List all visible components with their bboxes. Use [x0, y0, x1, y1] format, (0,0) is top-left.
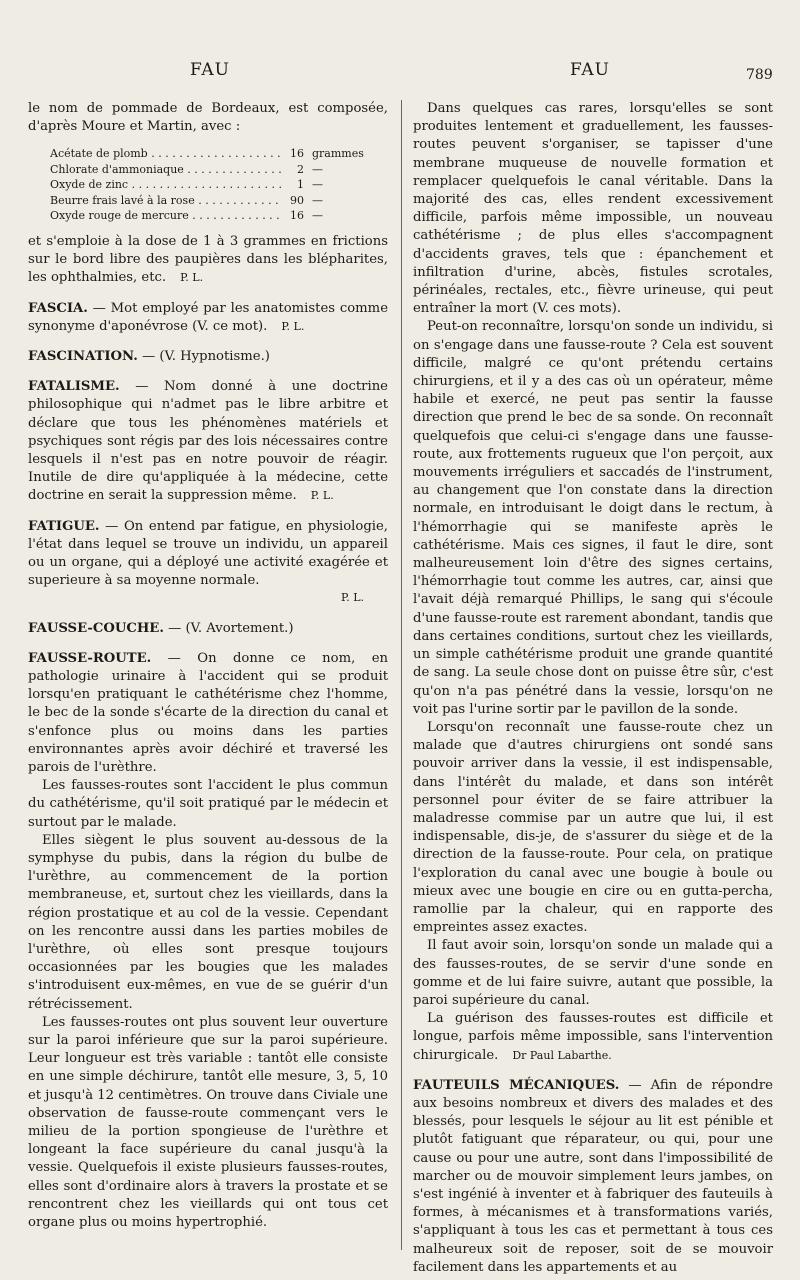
recipe-unit: — — [312, 162, 323, 176]
entry-text: — (V. Hypnotisme.) — [137, 348, 270, 364]
running-head-right: FAU — [570, 60, 610, 80]
paragraph-text: Lorsqu'on reconnaît une fausse-route chez un malade que d'autres chirurgiens ont sondé sans pouvoir arriver dans la vessie, il est indispensable, dans l'intérêt du malade, et dans son intérêt personnel pour éviter de se faire attribuer la maladresse commise par un autre que lui, il est indispensable, dis-je, de s'assurer du siège et de la direction de la fausse-route. Pour cela, on pratique l'exploration du canal avec une bougie à boule ou mieux avec une bougie en cire ou en gutta-percha, ramollie par la chaleur, qui en rapporte des empreintes assez exactes. — [413, 719, 773, 936]
entry-fausse-couche — [28, 620, 388, 638]
recipe-row — [50, 193, 388, 209]
dosage-text: et s'emploie à la dose de 1 à 3 grammes en frictions sur le bord libre des paupières dans les blépharites, les ophthalmies, etc. — [28, 233, 388, 286]
column-divider — [401, 100, 402, 1250]
recipe-row — [50, 177, 388, 193]
entry-text: — Nom donné à une doctrine philosophique qui n'admet pas le libre arbitre et déclare que tous les phénomènes matériels et psychiques sont régis par des lois nécessaires contre lesquels il n'est pas en notre pouvoir de réagir. Inutile de dire qu'appliquée à la médecine, cette doctrine en serait la suppression même. — [28, 379, 388, 504]
recipe-unit: grammes — [312, 147, 364, 161]
entry-text: — On entend par fatigue, en physiologie, l'état dans lequel se trouve un individu, un appareil ou un organe, qui a déployé une activité exagérée et superieure à sa moyenne normale. — [28, 518, 388, 589]
paragraph-text: Il faut avoir soin, lorsqu'on sonde un malade qui a des fausses-routes, de se servir d'une sonde en gomme et de lui faire suivre, autant que possible, la paroi supérieure du canal. — [413, 938, 773, 1008]
entry-headword: FAUSSE-COUCHE. — [28, 620, 164, 636]
entry-text: — Afin de répondre aux besoins nombreux et divers des malades et des blessés, pour lesquels le séjour au lit est pénible et plutôt fatiguant que réparateur, ou qui, pour une cause ou pour une autre, sont dans l'impossibilité de marcher ou de mouvoir simplement leurs jambes, on s'est ingénié à inventer et à fabriquer des fauteuils à formes, à mécanismes et à transformations variés, s'appliquant à tous les cas et permettant à tous ces malheureux soit de reposer, soit de se mouvoir facilement dans les appartements et au — [413, 1077, 773, 1275]
author-signature: Dr Paul Labarthe. — [512, 1048, 612, 1062]
entry-headword: FASCIA. — [28, 300, 88, 316]
recipe-quantity: 90 — [290, 193, 304, 207]
paragraph-text: Les fausses-routes ont plus souvent leur ouverture sur la paroi inférieure que sur la paroi supérieure. Leur longueur est très variable : tantôt elle consiste en une simple déchirure, tantôt elle mesure, 3, 5, 10 et jusqu'à 12 centimètres. On trouve dans Civiale une observation de fausse-route commençant vers le milieu de la portion spongieuse de l'urèthre et longeant la face supérieure du canal jusqu'à la vessie. Quelquefois il existe plusieurs fausses-routes, elles sont d'ordinaire alors à travers la prostate et se rencontrent chez les vieillards qui ont tous cet organe plus ou moins hypertrophié. — [28, 1014, 388, 1231]
entry-headword: FASCINATION. — [28, 348, 138, 364]
closing-text: La guérison des fausses-routes est difficile et longue, parfois même impossible, sans l'intervention chirurgicale. — [413, 1011, 773, 1063]
recipe-quantity: 16 — [290, 209, 304, 223]
paragraph-text — [413, 1010, 773, 1065]
paragraph-text: Dans quelques cas rares, lorsqu'elles se sont produites lentement et graduellement, les fausses-routes peuvent s'organiser, se tapisser d'une membrane muqueuse de nouvelle formation et remplacer quelquefois le canal véritable. Dans la majorité des cas, elles rendent excessivement difficile, parfois même impossible, un nouveau cathétérisme ; de plus elles s'accompagnent d'accidents graves, tels que : épanchement et infiltration d'urine, abcès, fistules scrotales, périnéales, rectales, etc., fièvre urineuse, qui peut entraîner la mort (V. ces mots). — [413, 101, 773, 317]
author-initials: P. L. — [180, 271, 204, 285]
paragraph-text: Elles siègent le plus souvent au-dessous de la symphyse du pubis, dans la région du bulbe de l'urèthre, au commencement de la portion membraneuse, et, surtout chez les vieillards, dans la région prostatique et au col de la vessie. Cependant on les rencontre aussi dans les parties mobiles de l'urèthre, où elles sont presque toujours occasionnées par les bougies que les malades s'introduisent eux-mêmes, en vue de se guérir d'un rétrécissement. — [28, 832, 388, 1012]
recipe-row — [50, 208, 388, 224]
entry-fauteuils — [413, 1077, 773, 1277]
entry-fascination — [28, 348, 388, 366]
entry-fatalisme — [28, 378, 388, 505]
entry-text: — (V. Avortement.) — [163, 620, 294, 636]
recipe-row — [50, 162, 388, 178]
recipe-unit: — — [312, 178, 323, 192]
running-head-left: FAU — [190, 60, 230, 80]
paragraph-text: Peut-on reconnaître, lorsqu'on sonde un individu, si on s'engage dans une fausse-route ? Cela est souvent difficile, malgré ce qu'ont prétendu certains chirurgiens, et il y a des cas où un opérateur, même habile et exercé, ne peut pas sentir la fausse direction que prend le bec de sa sonde. On reconnaît quelquefois que celui-ci s'engage dans une fausse-route, aux frottements rugueux que l'on perçoit, aux mouvements irréguliers et saccadés de l'instrument, au changement que l'on constate dans la direction normale, en introduisant le doigt dans le rectum, à l'hémorrhagie qui se manifeste après le cathétérisme. Mais ces signes, il faut le dire, sont malheureusement loin d'être des signes certains, l'hémorrhagie tout comme les autres, car, ainsi que l'avait déjà remarqué Phillips, le sang qui s'écoule d'une fausse-route est rarement abondant, tandis que dans certaines conditions, surtout chez les vieillards, un simple cathétérisme produit une grande quantité de sang. La seule chose dont on puisse être sûr, c'est qu'on n'a pas pénétré dans la vessie, lorsqu'on ne voit pas l'urine sortir par le pavillon de la sonde. — [413, 319, 773, 717]
recipe-quantity: 1 — [297, 178, 304, 192]
recipe-ingredient: Beurre frais lavé à la rose . . . — [50, 193, 282, 209]
paragraph-dosage — [28, 233, 388, 288]
author-initials: P. L. — [310, 489, 334, 503]
recipe-unit: — — [312, 209, 323, 223]
entry-headword: FATIGUE. — [28, 518, 100, 534]
recipe-ingredient: Acétate de plomb . . . — [50, 146, 282, 162]
recipe-ingredient: Oxyde de zinc . . . — [50, 177, 282, 193]
right-column — [413, 100, 773, 1277]
recipe-row — [50, 146, 388, 162]
entry-fatigue — [28, 518, 388, 591]
entry-text: — On donne ce nom, en pathologie urinaire à l'accident qui se produit lorsqu'en pratiquant le cathétérisme chez l'homme, le bec de la sonde s'écarte de la direction du canal et s'enfonce plus ou moins dans les parties environnantes après avoir déchiré et traversé les parois de l'urèthre. — [28, 650, 388, 775]
left-column — [28, 100, 388, 1232]
recipe-list — [50, 146, 388, 224]
recipe-ingredient: Oxyde rouge de mercure . . . — [50, 208, 282, 224]
page-number: 789 — [746, 67, 773, 83]
paragraph-pommade: le nom de pommade de Bordeaux, est composée, d'après Moure et Martin, avec : — [28, 101, 388, 135]
entry-text: — Mot employé par les anatomistes comme synonyme d'aponévrose (V. ce mot). — [28, 300, 388, 334]
entry-headword: FATALISME. — [28, 379, 120, 395]
author-initials: P. L. — [281, 319, 305, 333]
author-initials: P. L. — [341, 591, 364, 605]
recipe-quantity: 2 — [297, 162, 304, 176]
entry-fausse-route — [28, 650, 388, 777]
paragraph-text: Les fausses-routes sont l'accident le plus commun du cathétérisme, qu'il soit pratiqué par le médecin et surtout par le malade. — [28, 778, 388, 830]
entry-fascia — [28, 300, 388, 336]
recipe-ingredient: Chlorate d'ammoniaque . . . — [50, 162, 282, 178]
entry-headword: FAUSSE-ROUTE. — [28, 650, 152, 666]
entry-headword: FAUTEUILS MÉCANIQUES. — [413, 1077, 620, 1093]
recipe-unit: — — [312, 193, 323, 207]
recipe-quantity: 16 — [290, 147, 304, 161]
